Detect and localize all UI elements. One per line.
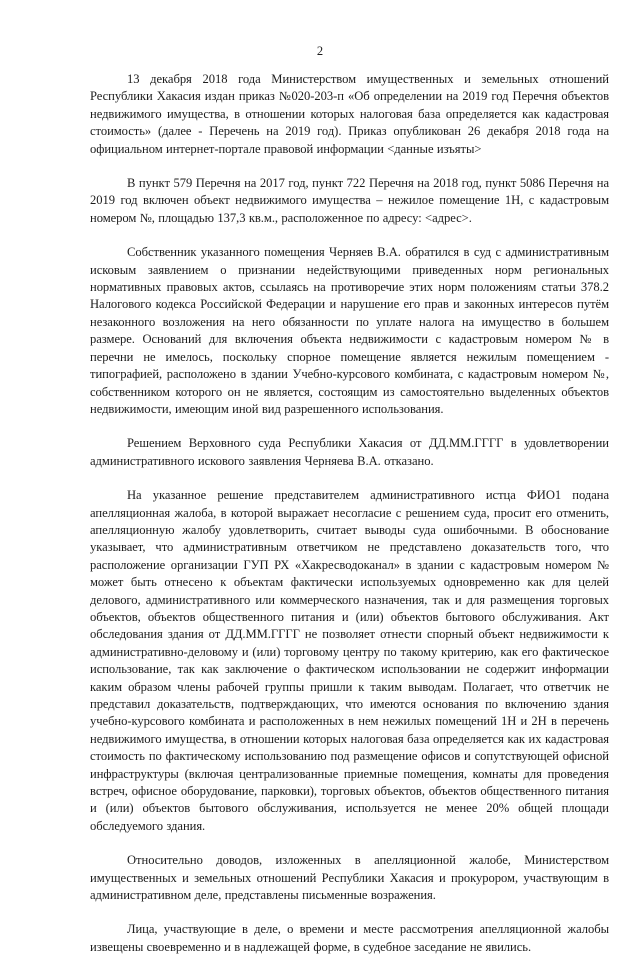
page-number: 2 — [316, 44, 324, 58]
paragraph-order-issued: 13 декабря 2018 года Министерством имущественных и земельных отношений Республики Хакасия издан приказ №020-203-п «Об определении на 2019 год Перечня объектов недвижимого имущества, в отношении которых налоговая база определяется как кадастровая стоимость» (далее - Перечень на 2019 год). Приказ опубликован 26 декабря 2018 года на официальном интернет-портале правовой информации <данные изъяты> — [90, 72, 609, 156]
paragraph-parties-notified: Лица, участвующие в деле, о времени и месте рассмотрения апелляционной жалобы извещены своевременно и в надлежащей форме, в судебное заседание не явились. — [90, 922, 609, 954]
document-body — [90, 71, 609, 973]
paragraph-object-included: В пункт 579 Перечня на 2017 год, пункт 722 Перечня на 2018 год, пункт 5086 Перечня на 2019 год включен объект недвижимого имущества – нежилое помещение 1Н, с кадастровым номером №, площадью 137,3 кв.м., расположенное по адресу: <адрес>. — [90, 176, 609, 225]
paragraph-owner-claim: Собственник указанного помещения Черняев В.А. обратился в суд с административным исковым заявлением о признании недействующими приведенных норм региональных нормативных правовых актов, ссылаясь на противоречие этих норм положениям статьи 378.2 Налогового кодекса Российской Федерации и нарушение его прав и законных интересов путём незаконного возложения на него обязанности по уплате налога на имущество в большем размере. Оснований для включения объекта недвижимости с кадастровым номером № в перечни не имелось, поскольку спорное помещение является нежилым помещением - типографией, расположено в здании Учебно-курсового комбината, с кадастровым номером №, собственником которого он не является, состоящим из самостоятельно выделенных объектов недвижимости, имеющим иной вид разрешенного использования. — [90, 245, 609, 416]
paragraph-court-decision: Решением Верховного суда Республики Хакасия от ДД.ММ.ГГГГ в удовлетворении административного искового заявления Черняева В.А. отказано. — [90, 436, 609, 468]
paragraph-objections: Относительно доводов, изложенных в апелляционной жалобе, Министерством имущественных и земельных отношений Республики Хакасия и прокурором, участвующим в административном деле, представлены письменные возражения. — [90, 853, 609, 903]
paragraph-appeal: На указанное решение представителем административного истца ФИО1 подана апелляционная жалоба, в которой выражает несогласие с решением суда, просит его отменить, апелляционную жалобу удовлетворить, считает выводы суда ошибочными. В обоснование указывает, что административным ответчиком не представлено доказательств того, что расположение организации ГУП РХ «Хакресводоканал» в здании с кадастровым номером № может быть отнесено к объектам фактически используемых одновременно как для целей делового, административного или коммерческого назначения, так и для размещения торговых объектов, объектов общественного питания и (или) объектов бытового обслуживания. Акт обследования здания от ДД.ММ.ГГГГ не позволяет отнести спорный объект недвижимости к административно-деловому и (или) торговому центру по такому критерию, как его фактическое использование, так как заключение о фактическом использовании не содержит информации каким образом члены рабочей группы пришли к таким выводам. Полагает, что ответчик не представил доказательств, подтверждающих, что имеются основания по включению здания учебно-курсового комбината и расположенных в нем нежилых помещений 1Н и 2Н в перечень недвижимого имущества, в отношении которых налоговая база определяется как их кадастровая стоимость по фактическому использованию под размещение офисов и сопутствующей офисной инфраструктуры (включая централизованные приемные помещения, комнаты для проведения встреч, офисное оборудование, парковки), торговых объектов, объектов общественного питания и (или) объектов бытового обслуживания, используется не менее 20% общей площади обследуемого здания. — [90, 488, 609, 833]
